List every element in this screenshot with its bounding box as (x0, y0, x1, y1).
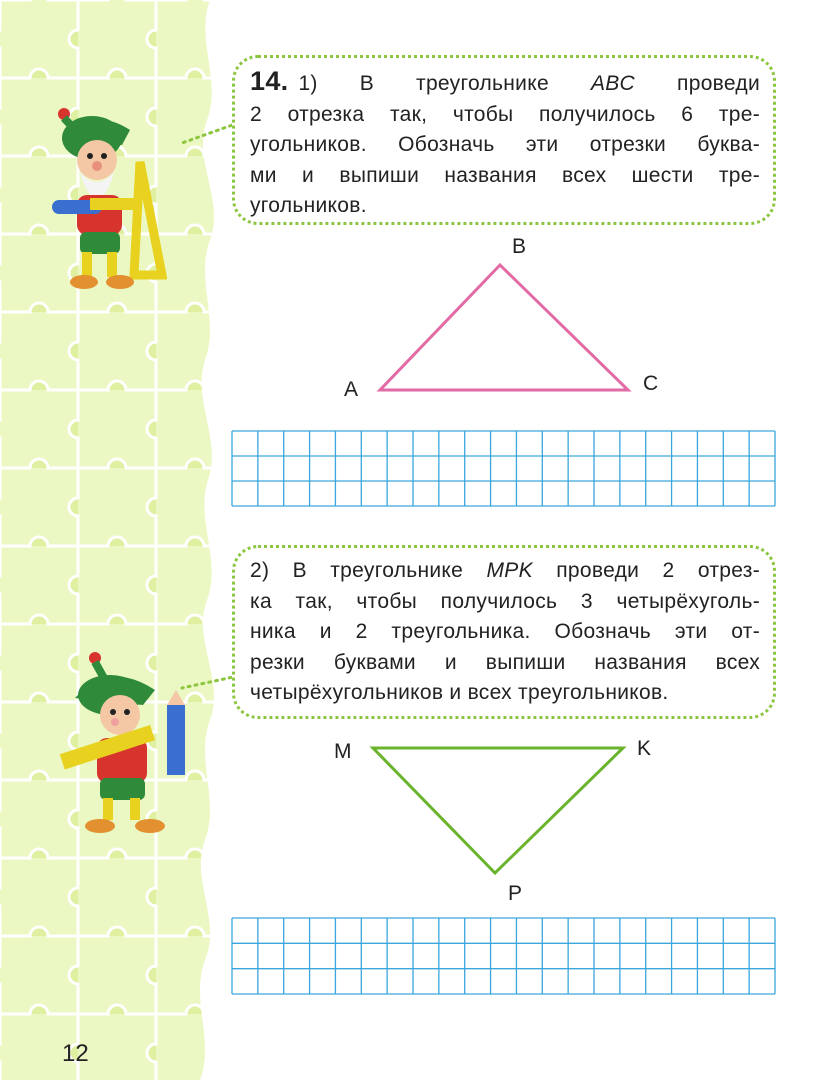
task-14-line-3: угольников. Обозначь эти отрезки буква- (250, 133, 760, 156)
task-14-2-line-5: четырёхугольников и всех треугольников. (250, 681, 669, 704)
gnome-with-pencil-and-ruler (55, 650, 195, 845)
task-14-line-5: угольников. (250, 194, 367, 217)
task-14-line-2: 2 отрезка так, чтобы получилось 6 тре- (250, 102, 760, 126)
task-14-2-part2-suffix: проведи 2 отрез- (556, 559, 761, 582)
task-14-text (250, 66, 760, 222)
task-14-part1-prefix: 1) В треугольнике (298, 72, 549, 95)
speech-bubble-tail-2 (180, 666, 240, 696)
task-14-2-line-1 (250, 556, 760, 587)
triangle-name-abc: ABC (590, 72, 636, 95)
triangle-mkp-shape (373, 748, 623, 873)
task-14-2-line-2: ка так, чтобы получилось 3 четырёхуголь- (250, 589, 760, 613)
vertex-label-p: P (508, 882, 523, 905)
triangle-name-mpk: MPK (486, 559, 533, 582)
task-14-2-line-3: ника и 2 треугольника. Обозначь эти от- (250, 620, 760, 643)
answer-grid-2[interactable] (231, 917, 776, 995)
speech-bubble-tail (180, 118, 240, 148)
task-14-2-part2-prefix: 2) В треугольнике (250, 559, 464, 582)
vertex-label-a: A (344, 378, 359, 401)
triangle-abc (370, 255, 640, 400)
vertex-label-c: C (643, 372, 659, 395)
page-number: 12 (62, 1040, 89, 1067)
vertex-label-m: M (334, 740, 352, 763)
answer-grid-1[interactable] (231, 430, 776, 507)
task-14-2-text (250, 556, 760, 709)
vertex-label-k: K (637, 737, 652, 760)
task-14-part1-suffix: проведи (677, 72, 760, 95)
task-14-line-1 (250, 66, 760, 100)
triangle-mkp (365, 740, 635, 880)
pencil-icon (167, 705, 185, 775)
triangle-ruler-icon (134, 162, 162, 275)
task-14-2-bubble (232, 545, 776, 719)
task-14-bubble (232, 55, 776, 225)
gnome-with-triangle-ruler (52, 100, 167, 300)
task-14-line-4: ми и выпиши названия всех шести тре- (250, 163, 760, 187)
task-number: 14. (250, 66, 289, 96)
vertex-label-b: B (512, 235, 527, 258)
triangle-abc-shape (380, 265, 628, 390)
task-14-2-line-4: резки буквами и выпиши названия всех (250, 650, 760, 674)
